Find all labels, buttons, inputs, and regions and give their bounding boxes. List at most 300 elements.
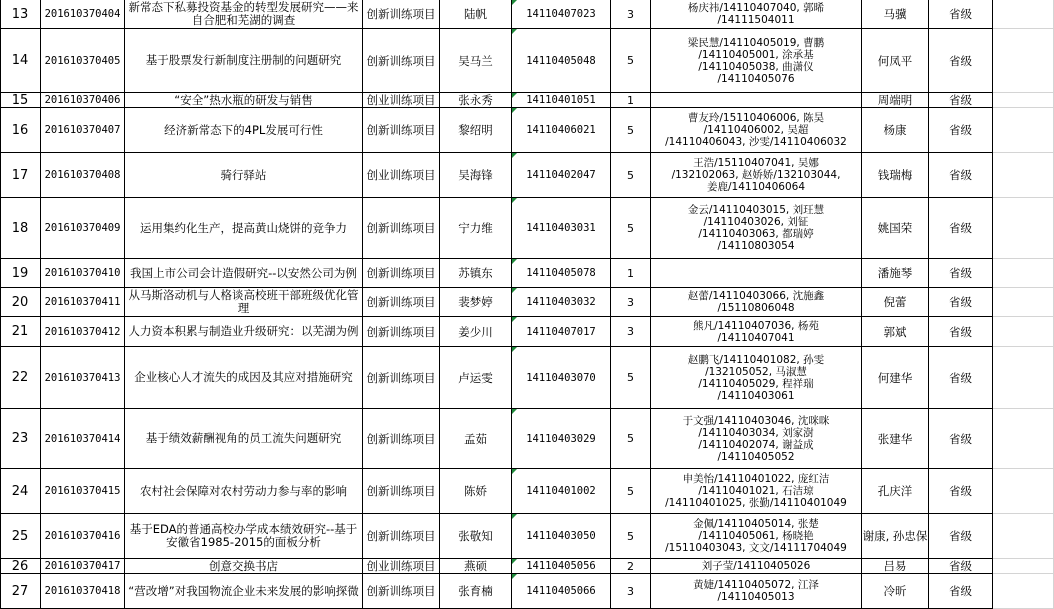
leader-student-id-cell[interactable]: [512, 0, 611, 29]
advisor-cell[interactable]: [862, 29, 929, 93]
row-index-cell[interactable]: [0, 198, 41, 259]
member-count-cell[interactable]: [611, 198, 651, 259]
table-row: [0, 559, 1054, 574]
members-cell[interactable]: [651, 259, 862, 288]
project-name-cell[interactable]: [125, 288, 363, 317]
row-index-cell[interactable]: [0, 347, 41, 409]
leader-student-id-cell[interactable]: [512, 469, 611, 514]
row-index-cell[interactable]: [0, 93, 41, 108]
leader-student-id-cell[interactable]: [512, 347, 611, 409]
project-name-cell[interactable]: [125, 574, 363, 609]
project-type-cell[interactable]: [363, 288, 440, 317]
leader-student-id-cell[interactable]: [512, 317, 611, 347]
level-text: 省级: [949, 266, 972, 280]
members-cell[interactable]: [651, 574, 862, 609]
advisor-text: 何凤平: [877, 53, 913, 68]
level-cell[interactable]: [929, 259, 993, 288]
members-text: 梁民慧/14110405019, 曹鹏 /14110405001, 涂承基 /14110405038, 曲潇仪 /14110405076: [687, 36, 825, 85]
leader-name-text: 裴梦婷: [458, 295, 493, 309]
row-index-text: 24: [11, 483, 29, 499]
project-type-cell[interactable]: [363, 108, 440, 153]
level-cell[interactable]: [929, 559, 993, 574]
row-index-text: 16: [11, 122, 29, 138]
advisor-cell[interactable]: [862, 153, 929, 198]
leader-student-id-cell[interactable]: [512, 559, 611, 574]
member-count-cell[interactable]: [611, 469, 651, 514]
empty-cell[interactable]: [993, 108, 1054, 153]
project-id-text: 201610370409: [44, 222, 121, 234]
members-cell[interactable]: [651, 93, 862, 108]
level-cell[interactable]: [929, 153, 993, 198]
level-text: 省级: [949, 559, 972, 573]
members-text: 赵蕾/14110403066, 沈施鑫 /15110806048: [687, 290, 825, 314]
project-id-text: 201610370410: [44, 267, 121, 279]
leader-name-text: 陈娇: [464, 484, 487, 498]
leader-student-id-text: 14110401002: [526, 485, 596, 497]
advisor-cell[interactable]: [862, 0, 929, 29]
advisor-text: 姚国荣: [877, 221, 913, 235]
table-row: [0, 0, 1054, 29]
leader-name-cell[interactable]: [440, 514, 512, 559]
level-cell[interactable]: [929, 409, 993, 469]
level-cell[interactable]: [929, 108, 993, 153]
project-type-text: 创业训练项目: [366, 93, 436, 107]
empty-cell[interactable]: [993, 153, 1054, 198]
members-cell[interactable]: [651, 514, 862, 559]
empty-cell[interactable]: [993, 0, 1054, 29]
number-stored-as-text-indicator-icon: [512, 469, 517, 474]
level-cell[interactable]: [929, 347, 993, 409]
project-type-text: 创新训练项目: [366, 266, 436, 280]
number-stored-as-text-indicator-icon: [512, 288, 517, 293]
project-name-cell[interactable]: [125, 93, 363, 108]
member-count-text: 1: [627, 266, 634, 280]
member-count-text: 5: [627, 123, 634, 137]
leader-student-id-text: 14110401051: [526, 94, 596, 106]
advisor-text: 吕易: [883, 559, 907, 573]
leader-name-text: 张育楠: [458, 584, 493, 598]
leader-student-id-cell[interactable]: [512, 29, 611, 93]
project-name-cell[interactable]: [125, 409, 363, 469]
advisor-cell[interactable]: [862, 288, 929, 317]
members-text: 杨庆祎/14110407040, 郭晞 /14111504011: [687, 2, 825, 26]
empty-cell[interactable]: [993, 288, 1054, 317]
table-row: [0, 93, 1054, 108]
advisor-text: 谢康, 孙忠保: [862, 529, 928, 543]
project-id-cell[interactable]: [41, 574, 125, 609]
project-name-cell[interactable]: [125, 514, 363, 559]
row-index-cell[interactable]: [0, 574, 41, 609]
project-name-cell[interactable]: [125, 259, 363, 288]
project-name-text: “安全”热水瓶的研发与销售: [174, 93, 313, 107]
leader-name-text: 张敬知: [458, 529, 493, 543]
project-type-text: 创新训练项目: [366, 370, 436, 385]
project-name-cell[interactable]: [125, 347, 363, 409]
project-name-text: 创意交换书店: [209, 559, 278, 573]
members-text: 熊凡/14110407036, 杨苑 /14110407041: [693, 319, 819, 344]
number-stored-as-text-indicator-icon: [512, 347, 517, 352]
project-name-cell[interactable]: [125, 559, 363, 574]
leader-name-cell[interactable]: [440, 574, 512, 609]
members-cell[interactable]: [651, 29, 862, 93]
advisor-text: 潘施琴: [877, 266, 913, 280]
project-type-text: 创新训练项目: [366, 7, 436, 21]
level-text: 省级: [949, 529, 972, 543]
member-count-cell[interactable]: [611, 153, 651, 198]
level-cell[interactable]: [929, 29, 993, 93]
members-cell[interactable]: [651, 559, 862, 574]
level-cell[interactable]: [929, 288, 993, 317]
row-index-text: 27: [11, 583, 29, 599]
number-stored-as-text-indicator-icon: [512, 93, 517, 98]
members-cell[interactable]: [651, 108, 862, 153]
empty-cell[interactable]: [993, 347, 1054, 409]
advisor-text: 孔庆洋: [877, 484, 913, 498]
project-id-cell[interactable]: [41, 108, 125, 153]
project-id-cell[interactable]: [41, 347, 125, 409]
empty-cell[interactable]: [993, 409, 1054, 469]
project-type-text: 创新训练项目: [366, 484, 436, 498]
number-stored-as-text-indicator-icon: [512, 259, 517, 264]
project-type-text: 创新训练项目: [366, 529, 436, 543]
member-count-cell[interactable]: [611, 93, 651, 108]
level-text: 省级: [949, 295, 972, 309]
advisor-cell[interactable]: [862, 469, 929, 514]
row-index-cell[interactable]: [0, 317, 41, 347]
level-text: 省级: [949, 324, 972, 339]
number-stored-as-text-indicator-icon: [512, 559, 517, 564]
leader-student-id-text: 14110402047: [526, 169, 596, 181]
member-count-cell[interactable]: [611, 559, 651, 574]
level-cell[interactable]: [929, 317, 993, 347]
leader-name-cell[interactable]: [440, 559, 512, 574]
level-text: 省级: [949, 7, 972, 21]
empty-cell[interactable]: [993, 574, 1054, 609]
table-row: [0, 288, 1054, 317]
empty-cell[interactable]: [993, 317, 1054, 347]
advisor-cell[interactable]: [862, 259, 929, 288]
member-count-text: 2: [627, 559, 634, 573]
leader-name-cell[interactable]: [440, 198, 512, 259]
advisor-text: 马骥: [883, 7, 907, 21]
leader-student-id-text: 14110405078: [526, 267, 596, 279]
leader-student-id-text: 14110405066: [526, 585, 596, 597]
leader-student-id-cell[interactable]: [512, 93, 611, 108]
project-id-cell[interactable]: [41, 259, 125, 288]
level-cell[interactable]: [929, 514, 993, 559]
project-name-cell[interactable]: [125, 0, 363, 29]
members-cell[interactable]: [651, 317, 862, 347]
project-id-cell[interactable]: [41, 0, 125, 29]
project-id-cell[interactable]: [41, 93, 125, 108]
leader-name-text: 燕硕: [464, 559, 487, 573]
empty-cell[interactable]: [993, 514, 1054, 559]
leader-name-text: 苏镇东: [458, 266, 493, 280]
advisor-cell[interactable]: [862, 93, 929, 108]
project-name-cell[interactable]: [125, 153, 363, 198]
leader-name-cell[interactable]: [440, 93, 512, 108]
row-index-cell[interactable]: [0, 29, 41, 93]
leader-student-id-text: 14110403050: [526, 530, 596, 542]
level-cell[interactable]: [929, 0, 993, 29]
row-index-text: 18: [11, 220, 29, 236]
leader-student-id-text: 14110405056: [526, 560, 596, 572]
member-count-cell[interactable]: [611, 259, 651, 288]
member-count-text: 5: [627, 432, 634, 445]
project-type-cell[interactable]: [363, 0, 440, 29]
project-id-text: 201610370413: [44, 371, 121, 384]
leader-name-text: 宁力维: [458, 221, 493, 235]
members-text: 曹友玲/15110406006, 陈昊 /14110406002, 吴超 /14110406043, 沙雯/14110406032: [665, 112, 847, 148]
leader-name-cell[interactable]: [440, 469, 512, 514]
project-name-cell[interactable]: [125, 29, 363, 93]
leader-name-cell[interactable]: [440, 259, 512, 288]
leader-name-cell[interactable]: [440, 29, 512, 93]
number-stored-as-text-indicator-icon: [512, 29, 517, 34]
project-id-text: 201610370412: [44, 325, 121, 338]
project-type-cell[interactable]: [363, 198, 440, 259]
project-id-text: 201610370414: [44, 432, 121, 445]
row-index-cell[interactable]: [0, 288, 41, 317]
row-index-cell[interactable]: [0, 559, 41, 574]
member-count-text: 3: [627, 7, 634, 21]
member-count-cell[interactable]: [611, 409, 651, 469]
project-type-cell[interactable]: [363, 259, 440, 288]
leader-name-text: 张永秀: [458, 93, 493, 107]
project-id-cell[interactable]: [41, 317, 125, 347]
members-cell[interactable]: [651, 409, 862, 469]
project-id-text: 201610370416: [44, 530, 121, 542]
level-text: 省级: [949, 168, 972, 182]
leader-name-cell[interactable]: [440, 317, 512, 347]
row-index-cell[interactable]: [0, 469, 41, 514]
leader-student-id-cell[interactable]: [512, 288, 611, 317]
project-id-text: 201610370405: [44, 54, 121, 67]
project-name-text: “营改增”对我国物流企业未来发展的影响探微: [128, 583, 359, 598]
project-type-cell[interactable]: [363, 93, 440, 108]
member-count-cell[interactable]: [611, 0, 651, 29]
table-row: [0, 574, 1054, 609]
members-text: 赵鹏飞/14110401082, 孙雯 /132105052, 马淑慧 /14110405029, 程祥瑞 /14110403061: [687, 353, 825, 402]
member-count-text: 3: [627, 295, 634, 309]
project-name-text: 新常态下私募投资基金的转型发展研究——来自合肥和芜湖的调查: [128, 0, 359, 27]
level-text: 省级: [949, 123, 972, 137]
leader-name-cell[interactable]: [440, 288, 512, 317]
table-left-border: [0, 0, 1, 609]
level-text: 省级: [949, 431, 972, 446]
project-name-cell[interactable]: [125, 198, 363, 259]
leader-name-text: 卢运雯: [458, 370, 493, 385]
project-name-text: 运用集约化生产，提高黄山烧饼的竞争力: [140, 220, 347, 235]
level-cell[interactable]: [929, 469, 993, 514]
number-stored-as-text-indicator-icon: [512, 514, 517, 519]
project-name-text: 基于EDA的普通高校办学成本绩效研究--基于安徽省1985-2015的面板分析: [129, 522, 358, 549]
project-type-text: 创新训练项目: [366, 431, 436, 446]
member-count-cell[interactable]: [611, 317, 651, 347]
member-count-cell[interactable]: [611, 347, 651, 409]
project-type-text: 创业训练项目: [366, 168, 436, 182]
row-index-text: 20: [11, 294, 29, 310]
project-name-text: 基于绩效薪酬视角的员工流失问题研究: [145, 431, 342, 445]
leader-student-id-text: 14110403032: [526, 296, 596, 308]
member-count-text: 1: [627, 93, 634, 107]
empty-cell[interactable]: [993, 29, 1054, 93]
project-id-cell[interactable]: [41, 198, 125, 259]
leader-student-id-cell[interactable]: [512, 409, 611, 469]
members-text: 刘子莹/14110405026: [701, 560, 811, 572]
project-name-cell[interactable]: [125, 469, 363, 514]
leader-student-id-cell[interactable]: [512, 108, 611, 153]
leader-name-text: 姜少川: [458, 324, 493, 339]
advisor-text: 郭斌: [883, 324, 907, 339]
level-text: 省级: [949, 221, 972, 235]
project-type-cell[interactable]: [363, 559, 440, 574]
number-stored-as-text-indicator-icon: [512, 317, 517, 322]
empty-cell[interactable]: [993, 259, 1054, 288]
members-text: 申美怡/14110401022, 庞红洁 /14110401021, 石洁琼 /14110401025, 张勤/14110401049: [665, 473, 847, 509]
member-count-text: 5: [627, 529, 634, 543]
leader-student-id-cell[interactable]: [512, 514, 611, 559]
level-cell[interactable]: [929, 574, 993, 609]
members-cell[interactable]: [651, 347, 862, 409]
member-count-text: 3: [627, 325, 634, 338]
member-count-text: 3: [627, 584, 634, 598]
advisor-cell[interactable]: [862, 514, 929, 559]
member-count-cell[interactable]: [611, 108, 651, 153]
table-row: [0, 198, 1054, 259]
project-id-cell[interactable]: [41, 409, 125, 469]
leader-student-id-text: 14110405048: [526, 54, 596, 67]
member-count-cell[interactable]: [611, 288, 651, 317]
level-text: 省级: [949, 484, 972, 498]
leader-name-text: 孟茹: [464, 431, 487, 446]
advisor-cell[interactable]: [862, 347, 929, 409]
leader-student-id-cell[interactable]: [512, 198, 611, 259]
members-cell[interactable]: [651, 0, 862, 29]
advisor-cell[interactable]: [862, 559, 929, 574]
project-id-cell[interactable]: [41, 153, 125, 198]
leader-student-id-cell[interactable]: [512, 153, 611, 198]
members-cell[interactable]: [651, 288, 862, 317]
row-index-cell[interactable]: [0, 514, 41, 559]
table-row: [0, 514, 1054, 559]
row-index-cell[interactable]: [0, 259, 41, 288]
project-type-cell[interactable]: [363, 574, 440, 609]
project-name-cell[interactable]: [125, 108, 363, 153]
members-text: 黄婕/14110405072, 江泽 /14110405013: [693, 579, 819, 603]
project-name-text: 骑行驿站: [220, 167, 267, 182]
project-type-cell[interactable]: [363, 514, 440, 559]
members-cell[interactable]: [651, 198, 862, 259]
project-id-cell[interactable]: [41, 29, 125, 93]
row-index-cell[interactable]: [0, 108, 41, 153]
leader-name-cell[interactable]: [440, 409, 512, 469]
table-row: [0, 347, 1054, 409]
member-count-cell[interactable]: [611, 514, 651, 559]
number-stored-as-text-indicator-icon: [512, 153, 517, 158]
project-type-cell[interactable]: [363, 29, 440, 93]
empty-cell[interactable]: [993, 93, 1054, 108]
project-type-cell[interactable]: [363, 347, 440, 409]
row-index-text: 15: [11, 93, 29, 108]
table-row: [0, 469, 1054, 514]
project-id-cell[interactable]: [41, 469, 125, 514]
project-name-cell[interactable]: [125, 317, 363, 347]
row-index-cell[interactable]: [0, 0, 41, 29]
number-stored-as-text-indicator-icon: [512, 574, 517, 579]
advisor-cell[interactable]: [862, 198, 929, 259]
leader-student-id-cell[interactable]: [512, 259, 611, 288]
advisor-cell[interactable]: [862, 409, 929, 469]
leader-student-id-text: 14110403070: [526, 371, 596, 384]
member-count-cell[interactable]: [611, 29, 651, 93]
leader-name-text: 陆帆: [464, 7, 487, 21]
project-type-text: 创新训练项目: [366, 324, 436, 339]
advisor-text: 冷昕: [883, 584, 907, 598]
advisor-cell[interactable]: [862, 108, 929, 153]
advisor-cell[interactable]: [862, 317, 929, 347]
table-row: [0, 317, 1054, 347]
leader-student-id-text: 14110407023: [526, 8, 596, 20]
level-cell[interactable]: [929, 93, 993, 108]
project-type-text: 创新训练项目: [366, 295, 436, 309]
advisor-text: 杨康: [883, 123, 907, 137]
leader-student-id-text: 14110403029: [526, 432, 596, 445]
table-row: [0, 259, 1054, 288]
member-count-text: 5: [627, 484, 634, 498]
empty-cell[interactable]: [993, 198, 1054, 259]
project-type-cell[interactable]: [363, 317, 440, 347]
project-type-text: 创新训练项目: [366, 584, 436, 598]
row-index-cell[interactable]: [0, 409, 41, 469]
project-type-cell[interactable]: [363, 153, 440, 198]
level-text: 省级: [949, 53, 972, 68]
member-count-text: 5: [627, 54, 634, 67]
leader-name-cell[interactable]: [440, 108, 512, 153]
project-id-cell[interactable]: [41, 559, 125, 574]
level-cell[interactable]: [929, 198, 993, 259]
member-count-text: 5: [627, 371, 634, 384]
member-count-text: 5: [627, 168, 634, 182]
member-count-cell[interactable]: [611, 574, 651, 609]
advisor-cell[interactable]: [862, 574, 929, 609]
project-type-text: 创新训练项目: [366, 221, 436, 235]
empty-cell[interactable]: [993, 469, 1054, 514]
leader-name-cell[interactable]: [440, 0, 512, 29]
advisor-text: 钱瑞梅: [877, 168, 913, 182]
project-id-text: 201610370415: [44, 485, 121, 497]
leader-student-id-cell[interactable]: [512, 574, 611, 609]
row-index-text: 21: [11, 324, 29, 339]
members-cell[interactable]: [651, 469, 862, 514]
empty-cell[interactable]: [993, 559, 1054, 574]
project-name-text: 人力资本积累与制造业升级研究：以芜湖为例: [128, 324, 359, 338]
project-type-cell[interactable]: [363, 409, 440, 469]
project-type-text: 创业训练项目: [366, 559, 436, 573]
project-id-cell[interactable]: [41, 288, 125, 317]
leader-student-id-text: 14110407017: [526, 325, 596, 338]
members-cell[interactable]: [651, 153, 862, 198]
row-index-cell[interactable]: [0, 153, 41, 198]
project-id-cell[interactable]: [41, 514, 125, 559]
members-text: 金云/14110403015, 刘玨慧 /14110403026, 刘钲 /14110403063, 都瑞婷 /14110803054: [687, 204, 825, 252]
leader-name-text: 黎绍明: [458, 123, 493, 137]
leader-name-cell[interactable]: [440, 347, 512, 409]
leader-student-id-text: 14110403031: [526, 222, 596, 234]
leader-name-cell[interactable]: [440, 153, 512, 198]
leader-name-text: 吴马兰: [458, 53, 493, 68]
project-type-cell[interactable]: [363, 469, 440, 514]
